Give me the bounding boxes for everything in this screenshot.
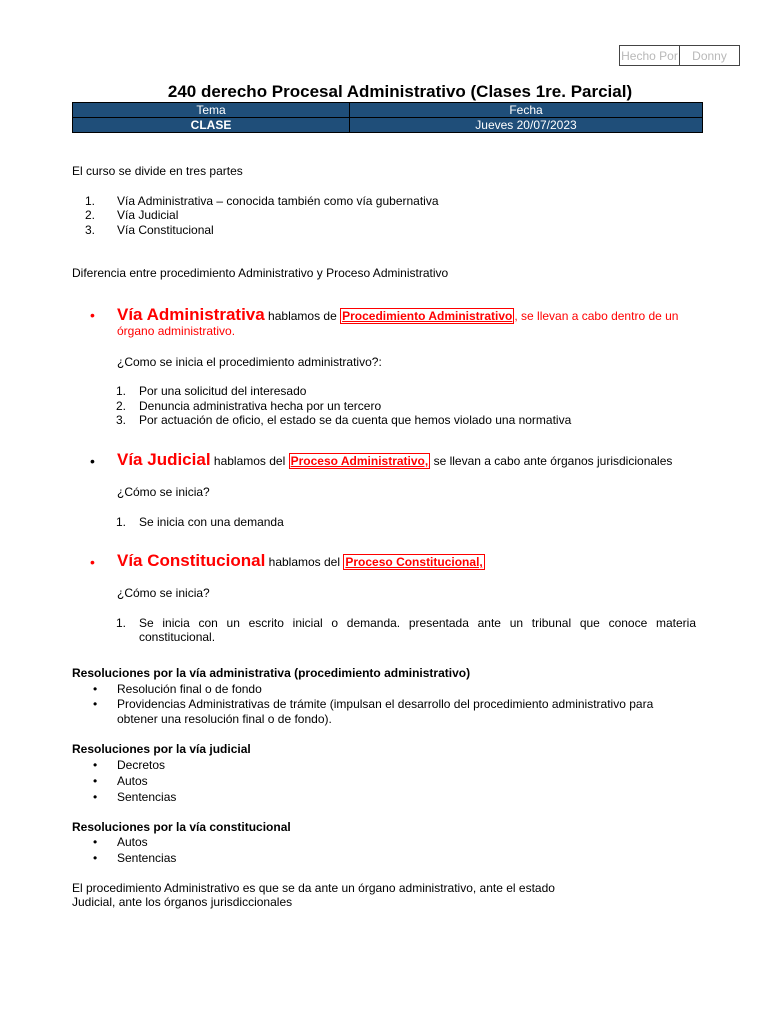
via-judicial-question: ¿Cómo se inicia?: [117, 485, 210, 499]
list-item-continuation: obtener una resolución final o de fondo).: [117, 712, 332, 726]
bullet-icon: •: [90, 554, 95, 570]
list-item: Vía Administrativa – conocida también como vía gubernativa: [117, 194, 439, 208]
via-admin-rest-line2: órgano administrativo.: [117, 324, 236, 338]
list-item: Sentencias: [117, 851, 177, 865]
via-admin-connector: hablamos de: [268, 309, 337, 323]
list-item: Por actuación de oficio, el estado se da cuenta que hemos violado una normativa: [139, 413, 572, 427]
list-number: 3.: [115, 413, 126, 427]
bullet-icon: •: [93, 790, 98, 804]
via-admin-label: Vía Administrativa: [117, 305, 265, 324]
list-item: Autos: [117, 774, 148, 788]
bullet-icon: •: [93, 774, 98, 788]
document-title: 240 derecho Procesal Administrativo (Clases 1re. Parcial): [167, 82, 633, 101]
list-item: Vía Judicial: [117, 208, 179, 222]
via-const-label: Vía Constitucional: [117, 551, 266, 570]
via-judicial-term: Proceso Administrativo,: [290, 454, 429, 468]
list-number: 1.: [84, 194, 95, 208]
list-item: Decretos: [117, 758, 166, 772]
via-const-question: ¿Cómo se inicia?: [117, 586, 210, 600]
list-item: Se inicia con un escrito inicial o demanda. presentada ante un tribunal que conoce materia: [139, 616, 696, 630]
list-number: 2.: [84, 208, 95, 222]
via-judicial-connector: hablamos del: [213, 454, 286, 468]
via-admin-rest: , se llevan a cabo dentro de un: [514, 309, 679, 323]
list-item: Providencias Administrativas de trámite (impulsan el desarrollo del procedimiento administrativo para: [117, 697, 654, 711]
list-item: Se inicia con una demanda: [139, 515, 284, 529]
bullet-icon: •: [93, 682, 98, 696]
res-admin-heading: Resoluciones por la vía administrativa (procedimiento administrativo): [72, 666, 471, 680]
via-judicial-line: [117, 450, 672, 471]
list-item: Vía Constitucional: [117, 223, 214, 237]
list-item: Resolución final o de fondo: [117, 682, 262, 696]
via-admin-term: Procedimiento Administrativo: [342, 309, 513, 323]
list-number: 1.: [115, 616, 126, 630]
bullet-icon: •: [90, 307, 95, 323]
author-box: [619, 45, 740, 66]
via-const-connector: hablamos del: [268, 555, 341, 569]
via-const-term: Proceso Constitucional,: [345, 555, 483, 569]
res-const-heading: Resoluciones por la vía constitucional: [72, 820, 291, 834]
via-judicial-label: Vía Judicial: [117, 450, 211, 469]
via-const-line: [117, 551, 485, 572]
bullet-icon: •: [93, 758, 98, 772]
list-item: Autos: [117, 835, 148, 849]
via-admin-question: ¿Como se inicia el procedimiento administrativo?:: [117, 355, 382, 369]
header-table: [72, 102, 703, 133]
list-number: 2.: [115, 399, 126, 413]
bullet-icon: •: [93, 851, 98, 865]
list-item-continuation: constitucional.: [139, 630, 216, 644]
bullet-icon: •: [93, 835, 98, 849]
closing-line-1: El procedimiento Administrativo es que se da ante un órgano administrativo, ante el estado: [72, 881, 555, 895]
closing-line-2: Judicial, ante los órganos jurisdiccionales: [72, 895, 293, 909]
list-number: 1.: [115, 515, 126, 529]
via-judicial-rest: se llevan a cabo ante órganos jurisdicionales: [433, 454, 673, 468]
list-item: Por una solicitud del interesado: [139, 384, 307, 398]
intro-text: El curso se divide en tres partes: [72, 164, 243, 178]
list-item: Sentencias: [117, 790, 177, 804]
author-name: Donny: [679, 46, 739, 65]
difference-heading: Diferencia entre procedimiento Administrativo y Proceso Administrativo: [72, 266, 449, 280]
header-value2: Jueves 20/07/2023: [350, 118, 703, 133]
author-label: Hecho Por: [621, 48, 678, 63]
list-number: 1.: [115, 384, 126, 398]
bullet-icon: •: [90, 453, 95, 469]
via-admin-line: [117, 305, 678, 326]
header-col2: Fecha: [350, 103, 703, 118]
bullet-icon: •: [93, 697, 98, 711]
res-judicial-heading: Resoluciones por la vía judicial: [72, 742, 251, 756]
list-number: 3.: [84, 223, 95, 237]
header-col1: Tema: [73, 103, 350, 118]
list-item: Denuncia administrativa hecha por un tercero: [139, 399, 382, 413]
header-value1: CLASE: [73, 118, 350, 133]
